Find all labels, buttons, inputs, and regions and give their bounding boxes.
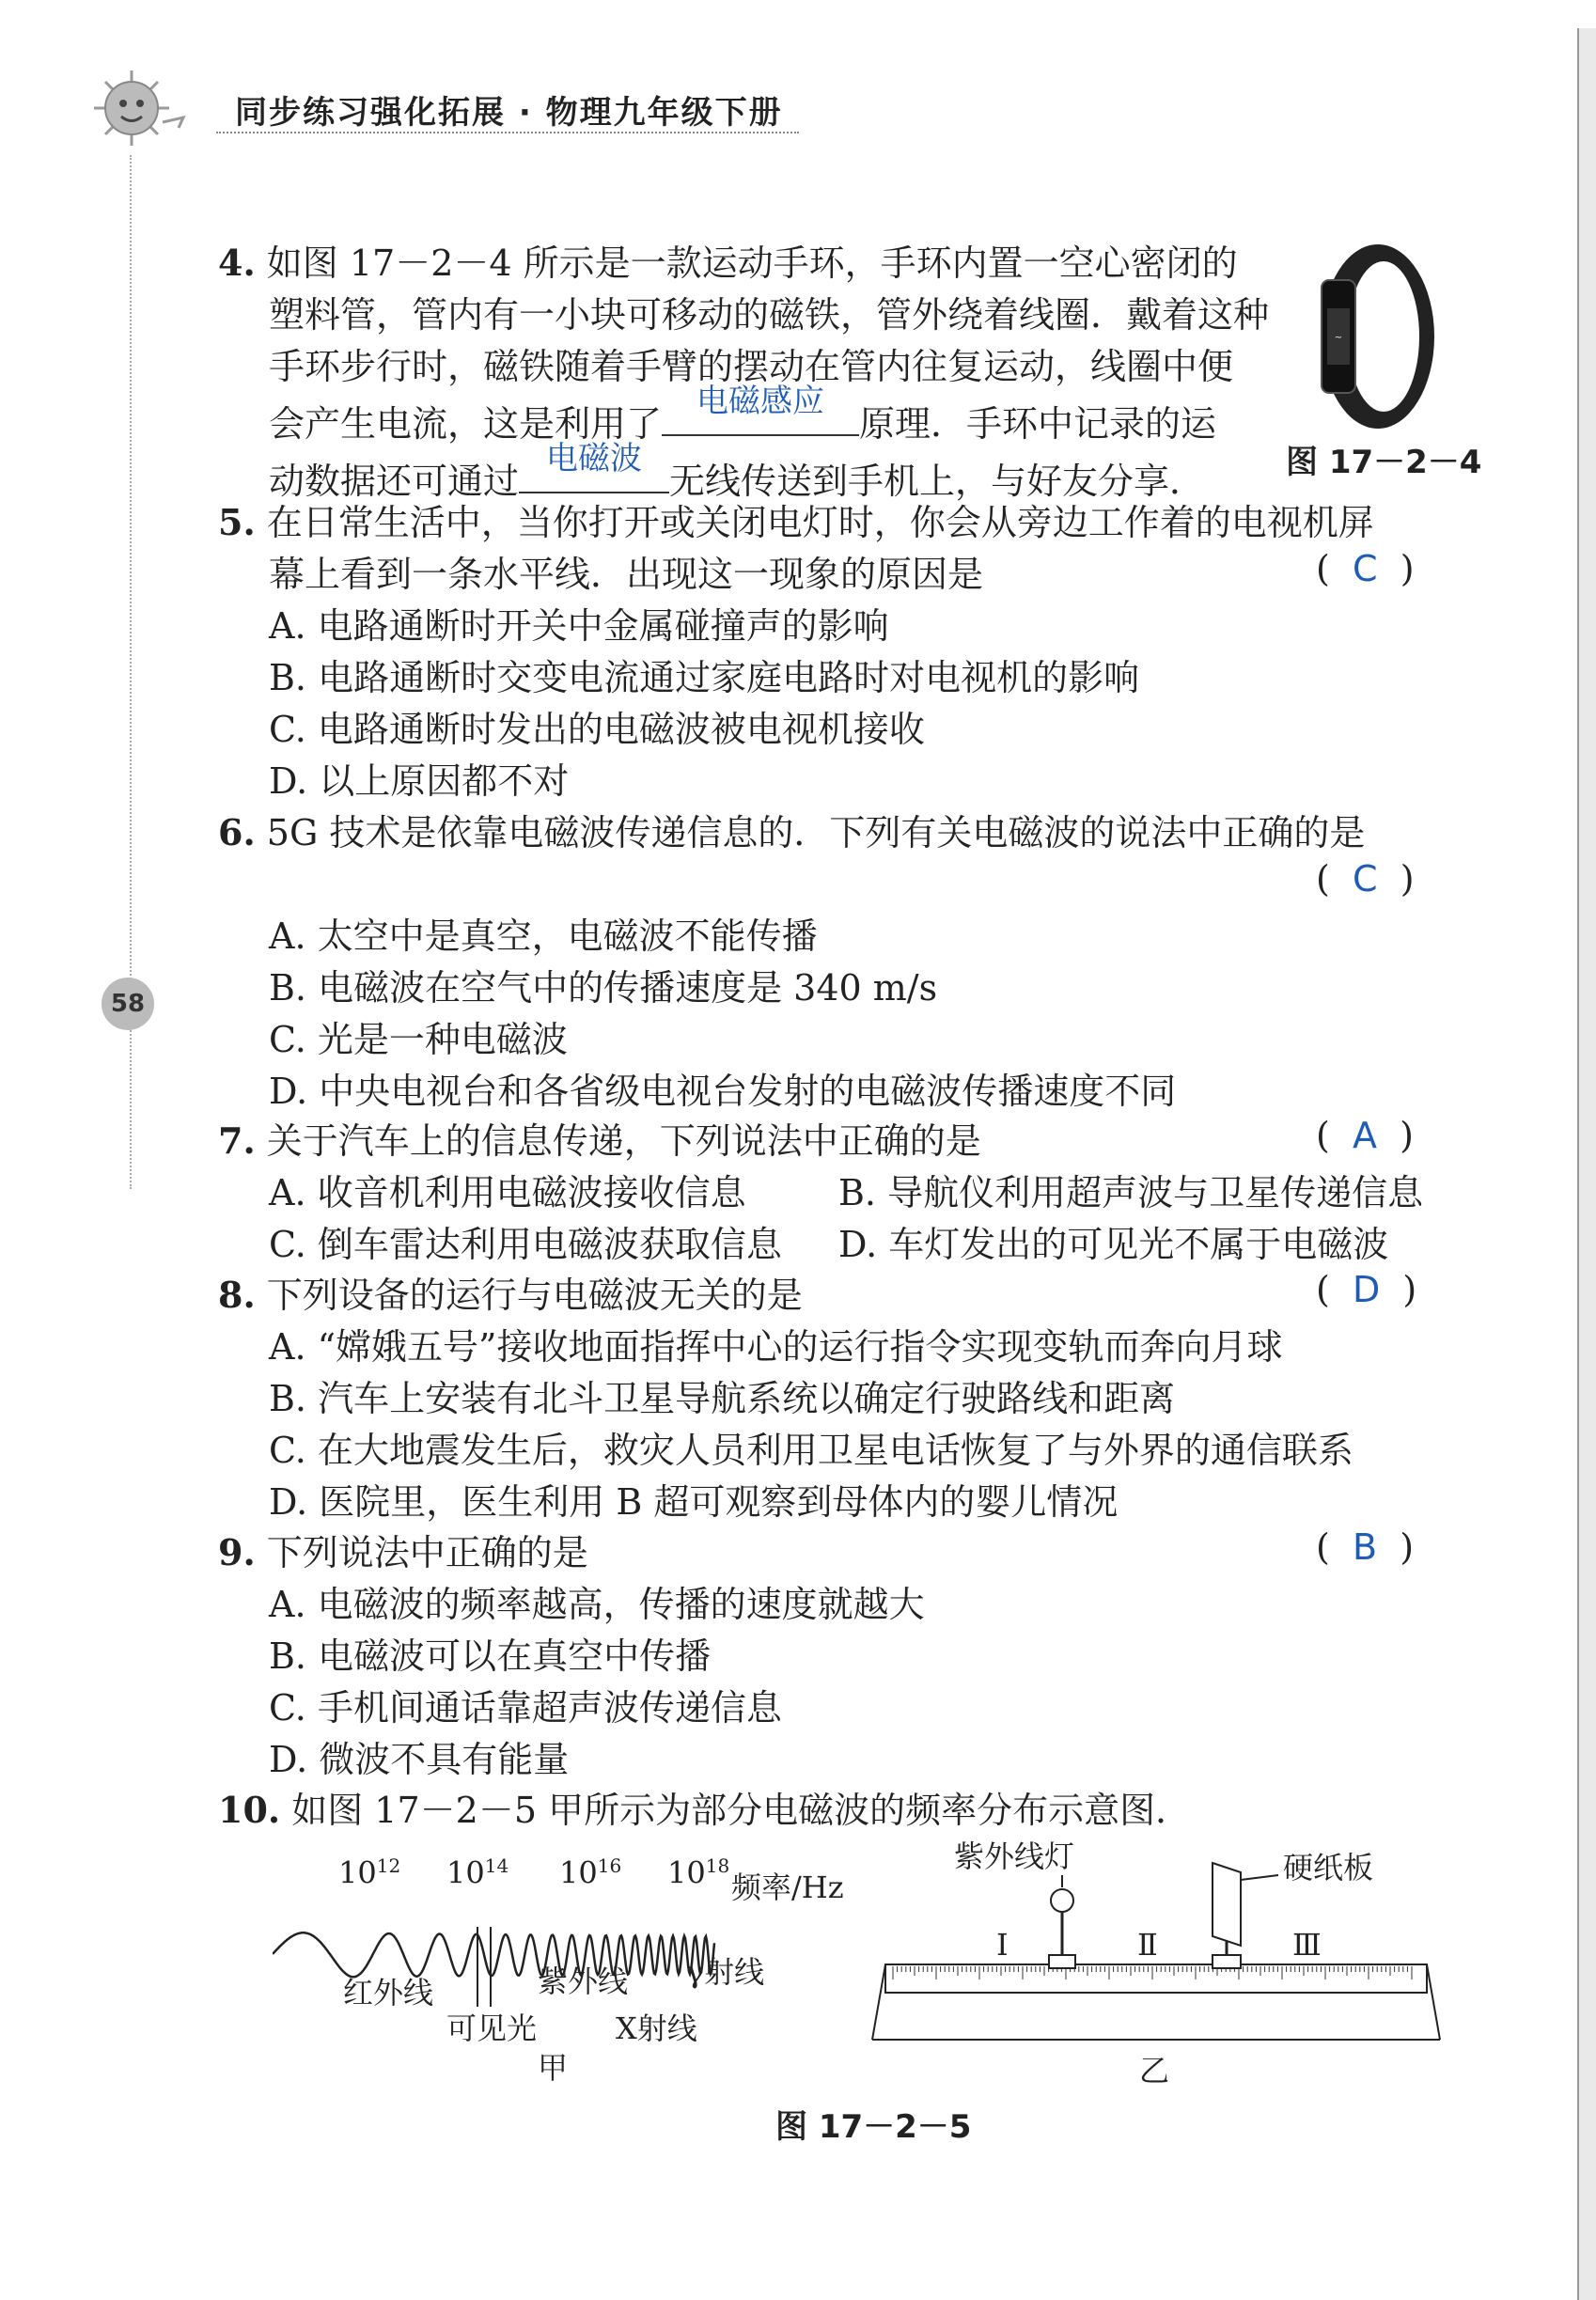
label-ultraviolet: 紫外线 xyxy=(538,1964,629,1999)
option-a: A. “嫦娥五号”接收地面指挥中心的运行指令实现变轨而奔向月球 xyxy=(269,1326,1283,1368)
answer-paren-5: ( C ) xyxy=(1316,548,1415,589)
label-xray: X射线 xyxy=(616,2011,697,2046)
figure-caption-17-2-4: 图 17－2－4 xyxy=(1286,444,1482,481)
margin-line xyxy=(130,155,132,1189)
region-2: Ⅱ xyxy=(1137,1927,1158,1963)
question-6: 6. 5G 技术是依靠电磁波传递信息的．下列有关电磁波的说法中正确的是 A. 太空中是真空，电磁波不能传播 B. 电磁波在空气中的传播速度是 340 m/s C. 光是一种电磁波 D. 中央电视台和各省级电视台发射的电磁波传播速度不同 xyxy=(218,806,1365,1118)
option-b: B. 电磁波可以在真空中传播 xyxy=(269,1635,712,1677)
freq-tick-1e16: $10^{16}$ xyxy=(559,1854,622,1891)
answer-blank-2: 电磁波 xyxy=(519,450,669,493)
freq-axis-label: 频率/Hz xyxy=(731,1870,844,1905)
option-b: B. 导航仪利用超声波与卫星传递信息 xyxy=(838,1172,1424,1213)
option-b: B. 汽车上安装有北斗卫星导航系统以确定行驶路线和距离 xyxy=(269,1378,1176,1419)
region-3: Ⅲ xyxy=(1292,1927,1322,1963)
sublabel-jia: 甲 xyxy=(538,2050,569,2086)
option-c: C. 手机间通话靠超声波传递信息 xyxy=(269,1687,782,1729)
label-gamma: γ射线 xyxy=(686,1954,765,1990)
option-d: D. 微波不具有能量 xyxy=(269,1739,570,1780)
option-a: A. 电磁波的频率越高，传播的速度就越大 xyxy=(269,1584,925,1625)
answer-paren-9: ( B ) xyxy=(1316,1526,1415,1568)
option-c: C. 光是一种电磁波 xyxy=(269,1019,568,1060)
option-d: D. 以上原因都不对 xyxy=(269,760,570,802)
question-10: 10. 如图 17－2－5 甲所示为部分电磁波的频率分布示意图． xyxy=(218,1789,1192,1831)
option-a: A. 收音机利用电磁波接收信息 xyxy=(269,1172,746,1213)
option-a: A. 电路通断时开关中金属碰撞声的影响 xyxy=(269,605,889,647)
sublabel-yi: 乙 xyxy=(1139,2053,1170,2089)
option-d: D. 车灯发出的可见光不属于电磁波 xyxy=(838,1224,1389,1265)
header-divider xyxy=(216,132,799,133)
fitness-band-image xyxy=(1318,243,1438,430)
question-5: 5. 在日常生活中，当你打开或关闭电灯时，你会从旁边工作着的电视机屏 幕上看到一条水平线．出现这一现象的原因是 A. 电路通断时开关中金属碰撞声的影响 B. 电路通断时交变电流通过家庭电路时对电视机的影响 C. 电路通断时发出的电磁波被电视机接收 D. 以上原因都不对 xyxy=(218,496,1374,807)
option-d: D. 医院里，医生利用 B 超可观察到母体内的婴儿情况 xyxy=(269,1481,1119,1523)
question-8: 8. 下列设备的运行与电磁波无关的是 A. “嫦娥五号”接收地面指挥中心的运行指令实现变轨而奔向月球 B. 汽车上安装有北斗卫星导航系统以确定行驶路线和距离 C. 在大地震发生后，救灾人员利用卫星电话恢复了与外界的通信联系 D. 医院里，医生利用 B 超可观察到母体内的婴儿情况 xyxy=(218,1269,1353,1528)
answer-paren-7: ( A ) xyxy=(1316,1115,1414,1156)
label-uv-lamp: 紫外线灯 xyxy=(954,1838,1075,1874)
option-d: D. 中央电视台和各省级电视台发射的电磁波传播速度不同 xyxy=(269,1071,1177,1112)
svg-text:~: ~ xyxy=(1334,333,1343,343)
option-b: B. 电磁波在空气中的传播速度是 340 m/s xyxy=(269,967,938,1009)
freq-tick-1e18: $10^{18}$ xyxy=(667,1854,730,1891)
figure-spectrum-jia xyxy=(273,1847,874,2086)
freq-tick-1e12: $10^{12}$ xyxy=(338,1854,401,1891)
figure-caption-17-2-5: 图 17－2－5 xyxy=(775,2108,972,2146)
region-1: Ⅰ xyxy=(996,1927,1009,1963)
figure-apparatus-yi xyxy=(865,1833,1447,2087)
answer-paren-6: ( C ) xyxy=(1316,858,1415,900)
option-c: C. 电路通断时发出的电磁波被电视机接收 xyxy=(269,709,925,750)
question-9: 9. 下列说法中正确的是 A. 电磁波的频率越高，传播的速度就越大 B. 电磁波可以在真空中传播 C. 手机间通话靠超声波传递信息 D. 微波不具有能量 xyxy=(218,1526,925,1786)
option-c: C. 倒车雷达利用电磁波获取信息 xyxy=(269,1224,782,1265)
option-c: C. 在大地震发生后，救灾人员利用卫星电话恢复了与外界的通信联系 xyxy=(269,1430,1353,1471)
header-title: 同步练习强化拓展 · 物理九年级下册 xyxy=(235,94,783,132)
answer-blank-1: 电磁感应 xyxy=(662,393,859,436)
page-number-badge: 58 xyxy=(102,978,154,1030)
option-a: A. 太空中是真空，电磁波不能传播 xyxy=(269,915,818,957)
question-7: 7. 关于汽车上的信息传递，下列说法中正确的是 A. 收音机利用电磁波接收信息 B. 导航仪利用超声波与卫星传递信息 C. 倒车雷达利用电磁波获取信息 D. 车灯发出的可见光不属于电磁波 xyxy=(218,1115,981,1271)
option-b: B. 电路通断时交变电流通过家庭电路时对电视机的影响 xyxy=(269,657,1140,698)
mascot-icon xyxy=(89,66,193,150)
question-4: 4. 如图 17－2－4 所示是一款运动手环，手环内置一空心密闭的 塑料管，管内有一小块可移动的磁铁，管外绕着线圈．戴着这种 手环步行时，磁铁随着手臂的摆动在管内往复运动，线圈中便 会产生电流，这是利用了 电磁感应 原理．手环中记录的运 动数据还可通过 电磁波 无线传送到手机上，与好友分享． xyxy=(218,242,1270,502)
label-board: 硬纸板 xyxy=(1283,1850,1374,1885)
answer-paren-8: ( D ) xyxy=(1316,1269,1417,1310)
page-edge xyxy=(1577,28,1596,2300)
label-visible: 可见光 xyxy=(446,2011,538,2046)
freq-tick-1e14: $10^{14}$ xyxy=(446,1854,509,1891)
wave-curve xyxy=(273,1932,714,1977)
label-infrared: 红外线 xyxy=(343,1975,434,2011)
